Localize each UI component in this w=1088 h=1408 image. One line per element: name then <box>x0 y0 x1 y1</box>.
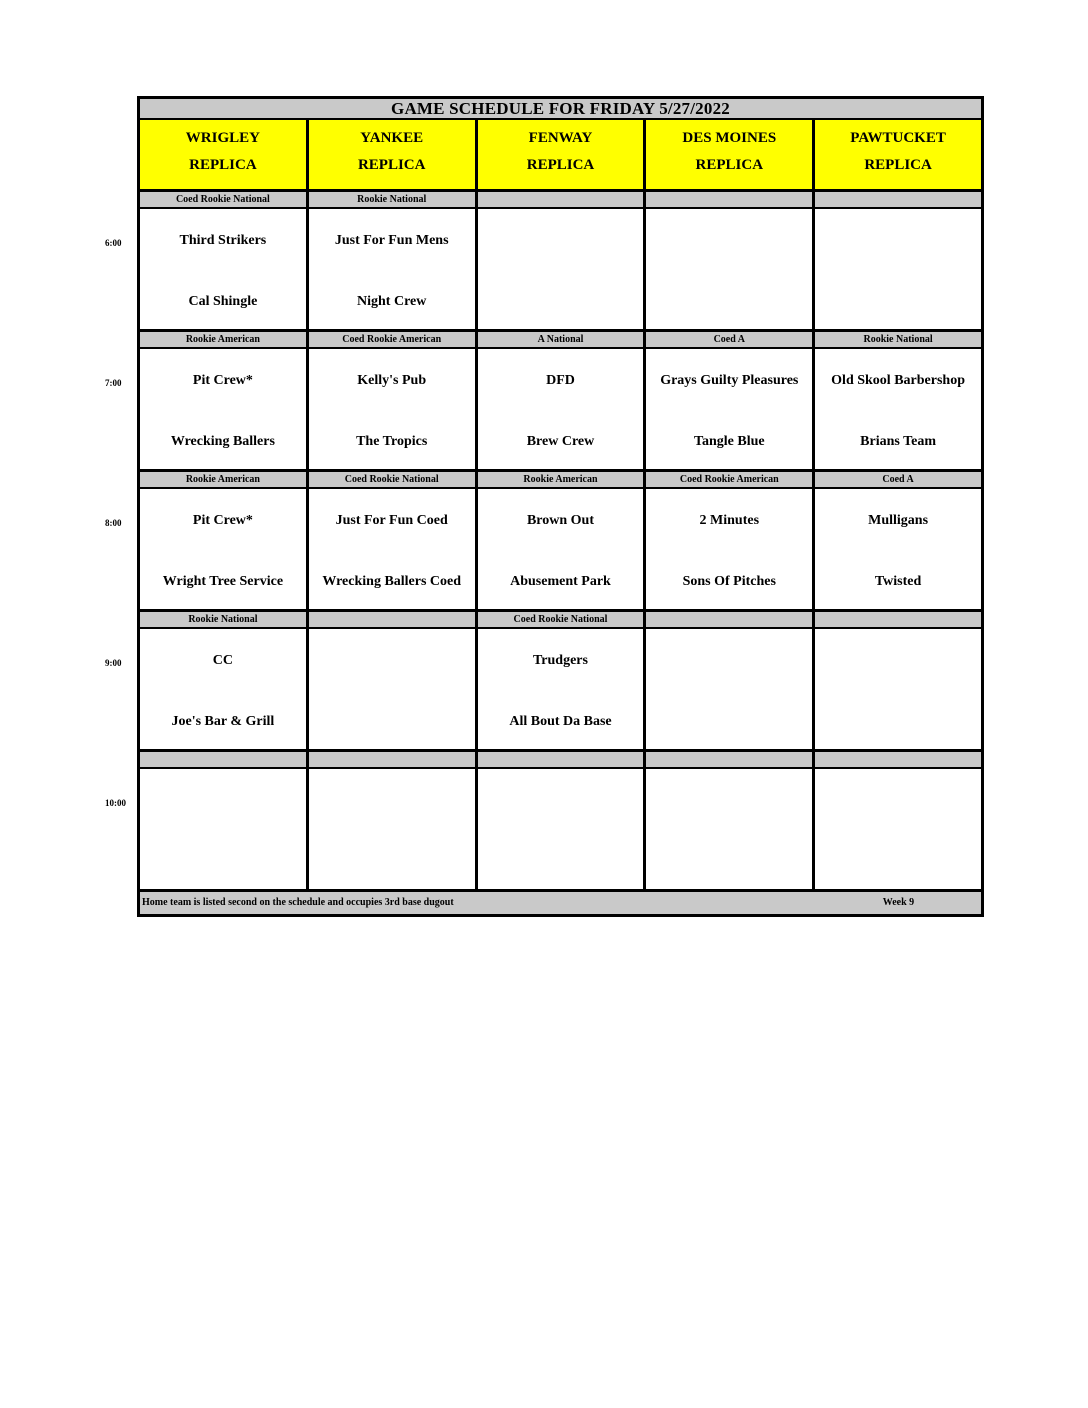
division-label <box>137 752 306 769</box>
division-label: Rookie American <box>137 472 306 489</box>
field-name: PAWTUCKET <box>850 130 946 146</box>
game-cell <box>643 629 812 752</box>
time-slot-7 <box>105 332 984 472</box>
home-team: Night Crew <box>357 294 427 309</box>
division-label: Rookie National <box>137 612 306 629</box>
game-cell <box>306 489 475 612</box>
division-label <box>812 752 984 769</box>
away-team: Grays Guilty Pleasures <box>660 373 799 388</box>
away-team: Kelly's Pub <box>357 373 427 388</box>
game-cell <box>643 349 812 472</box>
game-cell <box>812 489 984 612</box>
division-label <box>306 752 475 769</box>
division-label: A National <box>475 332 644 349</box>
home-team: Twisted <box>874 574 922 589</box>
home-team: Joe's Bar & Grill <box>171 714 275 729</box>
division-row <box>137 192 984 209</box>
away-team: Just For Fun Mens <box>334 233 449 248</box>
game-row <box>105 769 984 892</box>
home-team: Abusement Park <box>510 574 611 589</box>
home-team: Brians Team <box>860 434 937 449</box>
schedule-sheet <box>105 96 984 917</box>
game-cell <box>306 629 475 752</box>
home-team: Brew Crew <box>526 434 595 449</box>
game-cell <box>812 349 984 472</box>
game-cell <box>475 209 644 332</box>
away-team: 2 Minutes <box>699 513 760 528</box>
division-label: Coed Rookie National <box>306 472 475 489</box>
home-team: The Tropics <box>356 434 428 449</box>
game-cell <box>137 769 306 892</box>
game-cell <box>812 629 984 752</box>
division-label: Rookie American <box>475 472 644 489</box>
game-cell <box>643 769 812 892</box>
game-cell <box>306 769 475 892</box>
game-cell <box>475 769 644 892</box>
field-name: YANKEE <box>360 130 424 146</box>
game-cell <box>643 489 812 612</box>
game-cell <box>812 209 984 332</box>
game-cell <box>306 209 475 332</box>
away-team: Trudgers <box>533 653 588 668</box>
game-row <box>105 489 984 612</box>
division-row <box>137 472 984 489</box>
field-sub: REPLICA <box>526 157 595 173</box>
home-team: Wrecking Ballers Coed <box>322 574 462 589</box>
game-cell <box>137 209 306 332</box>
field-sub: REPLICA <box>695 157 764 173</box>
game-cell <box>475 489 644 612</box>
game-cell <box>643 209 812 332</box>
field-sub: REPLICA <box>357 157 426 173</box>
division-row <box>137 752 984 769</box>
game-cell <box>137 349 306 472</box>
field-header-des-moines <box>643 120 812 192</box>
field-sub: REPLICA <box>864 157 932 173</box>
away-team: Mulligans <box>868 513 929 528</box>
home-team-note: Home team is listed second on the schedule and occupies 3rd base dugout <box>142 897 454 908</box>
home-team: Cal Shingle <box>188 294 258 309</box>
field-header-fenway <box>475 120 644 192</box>
away-team: Third Strikers <box>179 233 267 248</box>
division-label: Coed Rookie National <box>137 192 306 209</box>
away-team: Just For Fun Coed <box>335 513 448 528</box>
time-label: 9:00 <box>105 658 122 668</box>
division-row <box>137 332 984 349</box>
field-header-row <box>137 120 984 192</box>
time-slot-8 <box>105 472 984 612</box>
game-cell <box>475 349 644 472</box>
game-cell <box>812 769 984 892</box>
game-row <box>105 349 984 472</box>
away-team: Pit Crew* <box>192 373 253 388</box>
field-name: FENWAY <box>528 130 593 146</box>
away-team: Old Skool Barbershop <box>831 373 965 388</box>
schedule-footer <box>137 892 984 917</box>
division-label <box>812 612 984 629</box>
away-team: CC <box>212 653 234 668</box>
game-cell <box>306 349 475 472</box>
away-team: Pit Crew* <box>192 513 253 528</box>
field-name: WRIGLEY <box>185 130 260 146</box>
division-label: Rookie National <box>812 332 984 349</box>
game-row <box>105 209 984 332</box>
week-label: Week 9 <box>882 897 915 908</box>
field-header-pawtucket <box>812 120 984 192</box>
division-label <box>643 612 812 629</box>
away-team: Brown Out <box>526 513 595 528</box>
game-row <box>105 629 984 752</box>
away-team: DFD <box>546 373 575 388</box>
game-cell <box>137 489 306 612</box>
division-label: Rookie American <box>137 332 306 349</box>
division-row <box>137 612 984 629</box>
division-label: Rookie National <box>306 192 475 209</box>
field-header-yankee <box>306 120 475 192</box>
division-label: Coed Rookie American <box>643 472 812 489</box>
division-label <box>306 612 475 629</box>
time-slot-9 <box>105 612 984 752</box>
division-label <box>812 192 984 209</box>
home-team: Tangle Blue <box>693 434 765 449</box>
field-sub: REPLICA <box>189 157 257 173</box>
division-label <box>475 752 644 769</box>
time-slot-10 <box>105 752 984 892</box>
home-team: Sons Of Pitches <box>682 574 776 589</box>
division-label <box>475 192 644 209</box>
home-team: Wright Tree Service <box>162 574 284 589</box>
division-label: Coed Rookie National <box>475 612 644 629</box>
time-label: 6:00 <box>105 238 122 248</box>
time-slot-6 <box>105 192 984 332</box>
time-label: 7:00 <box>105 378 122 388</box>
time-label: 10:00 <box>105 798 126 808</box>
division-label <box>643 192 812 209</box>
time-label: 8:00 <box>105 518 122 528</box>
division-label: Coed A <box>812 472 984 489</box>
division-label: Coed Rookie American <box>306 332 475 349</box>
home-team: Wrecking Ballers <box>170 434 275 449</box>
schedule-title: GAME SCHEDULE FOR FRIDAY 5/27/2022 <box>137 96 984 120</box>
home-team: All Bout Da Base <box>509 714 612 729</box>
division-label <box>643 752 812 769</box>
division-label: Coed A <box>643 332 812 349</box>
field-header-wrigley <box>137 120 306 192</box>
game-cell <box>475 629 644 752</box>
field-name: DES MOINES <box>682 130 777 146</box>
game-cell <box>137 629 306 752</box>
